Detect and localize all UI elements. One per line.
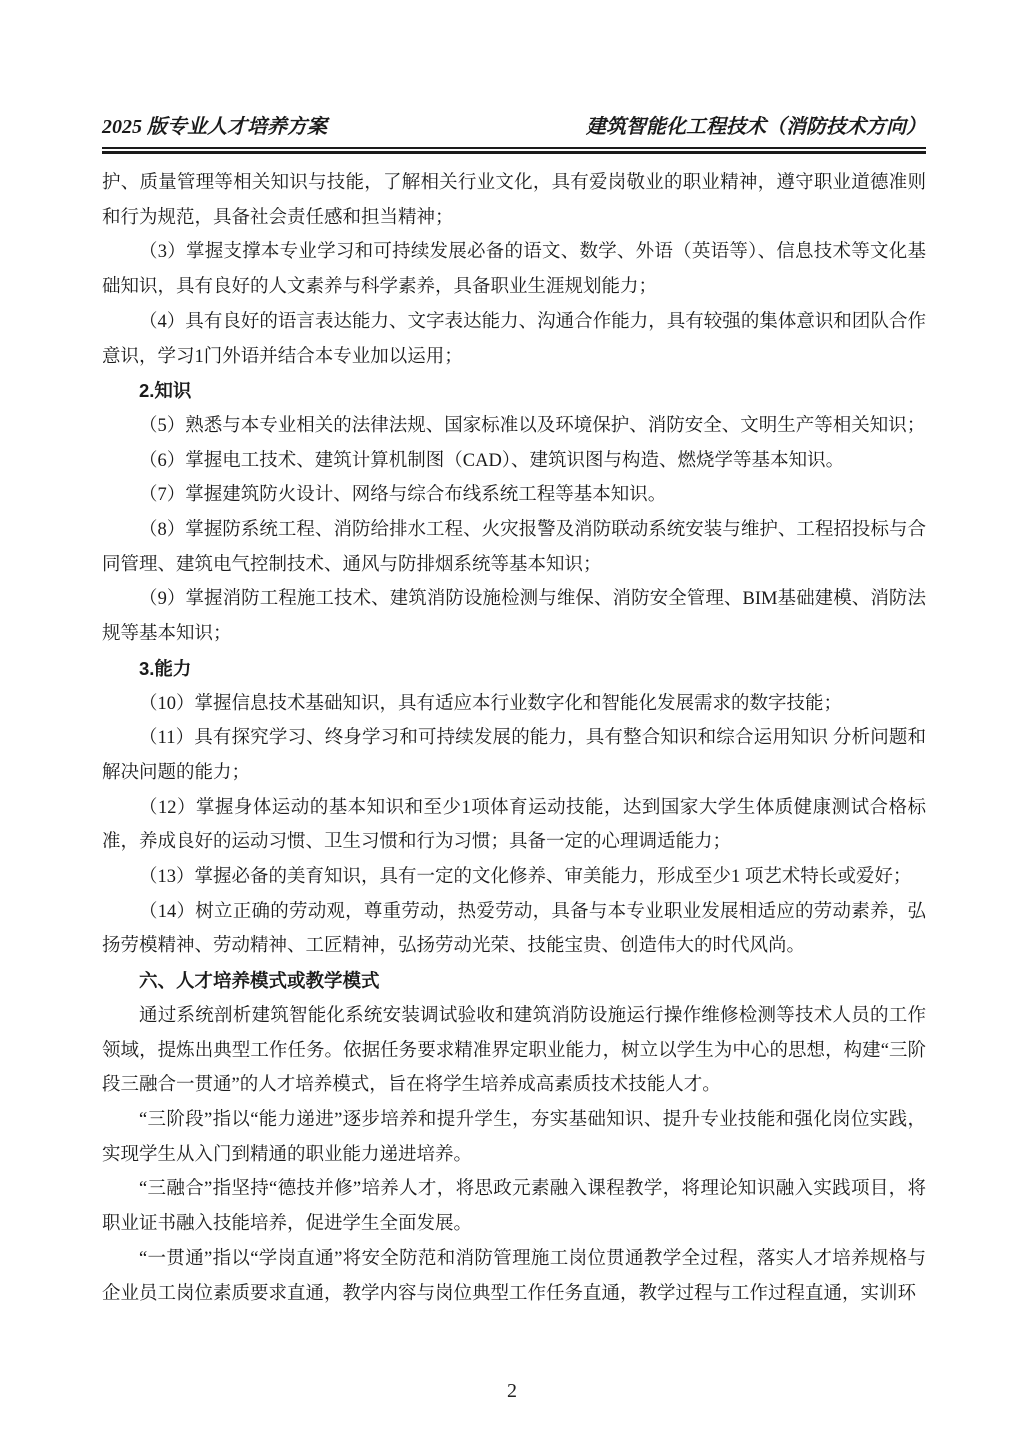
paragraph: （5）熟悉与本专业相关的法律法规、国家标准以及环境保护、消防安全、文明生产等相关知识； — [139, 415, 926, 436]
header-double-rule — [102, 147, 926, 154]
paragraph: 护、质量管理等相关知识与技能，了解相关行业文化，具有爱岗敬业的职业精神，遵守职业道德准则和行为规范，具备社会责任感和担当精神； — [102, 173, 926, 228]
paragraph: “三融合”指坚持“德技并修”培养人才，将思政元素融入课程教学，将理论知识融入实践项目，将职业证书融入技能培养，促进学生全面发展。 — [102, 1179, 926, 1235]
paragraph: （13）掌握必备的美育知识，具有一定的文化修养、审美能力，形成至少1 项艺术特长或爱好； — [139, 867, 912, 888]
paragraph: （3）掌握支撑本专业学习和可持续发展必备的语文、数学、外语（英语等）、信息技术等文化基础知识，具有良好的人文素养与科学素养，具备职业生涯规划能力； — [102, 242, 926, 298]
paragraph: “三阶段”指以“能力递进”逐步培养和提升学生，夯实基础知识、提升专业技能和强化岗位实践，实现学生从入门到精通的职业能力递进培养。 — [102, 1109, 926, 1165]
paragraph: （10）掌握信息技术基础知识，具有适应本行业数字化和智能化发展需求的数字技能； — [139, 693, 843, 714]
paragraph: “一贯通”指以“学岗直通”将安全防范和消防管理施工岗位贯通教学全过程，落实人才培养规格与企业员工岗位素质要求直通，教学内容与岗位典型工作任务直通，教学过程与工作过程直通，实训环 — [102, 1248, 926, 1304]
paragraph: （11）具有探究学习、终身学习和可持续发展的能力，具有整合知识和综合运用知识 分析问题和解决问题的能力； — [102, 728, 926, 783]
document-body — [102, 166, 926, 1311]
paragraph: （14）树立正确的劳动观，尊重劳动，热爱劳动，具备与本专业职业发展相适应的劳动素养，弘扬劳模精神、劳动精神、工匠精神，弘扬劳动光荣、技能宝贵、创造伟大的时代风尚。 — [102, 901, 926, 957]
header-right-title: 建筑智能化工程技术（消防技术方向） — [586, 116, 926, 138]
header-left-title: 2025 版专业人才培养方案 — [102, 116, 327, 138]
paragraph: （12）掌握身体运动的基本知识和至少1项体育运动技能，达到国家大学生体质健康测试合格标准，养成良好的运动习惯、卫生习惯和行为习惯；具备一定的心理调适能力； — [102, 797, 926, 853]
page-number: 2 — [507, 1380, 517, 1402]
paragraph: （6）掌握电工技术、建筑计算机制图（CAD）、建筑识图与构造、燃烧学等基本知识。 — [139, 450, 845, 471]
page-footer — [0, 1378, 1024, 1404]
paragraph: （7）掌握建筑防火设计、网络与综合布线系统工程等基本知识。 — [139, 485, 667, 506]
section-heading: 六、人才培养模式或教学模式 — [139, 970, 380, 992]
section-heading: 3.能力 — [139, 657, 192, 679]
page-header — [102, 114, 926, 140]
paragraph: （9）掌握消防工程施工技术、建筑消防设施检测与维保、消防安全管理、BIM基础建模、消防法规等基本知识； — [102, 589, 926, 645]
section-heading: 2.知识 — [139, 380, 192, 402]
paragraph: 通过系统剖析建筑智能化系统安装调试验收和建筑消防设施运行操作维修检测等技术人员的工作领域，提炼出典型工作任务。依据任务要求精准界定职业能力，树立以学生为中心的思想，构建“三阶段三融合一贯通”的人才培养模式，旨在将学生培养成高素质技术技能人才。 — [102, 1005, 926, 1096]
paragraph: （8）掌握防系统工程、消防给排水工程、火灾报警及消防联动系统安装与维护、工程招投标与合同管理、建筑电气控制技术、通风与防排烟系统等基本知识； — [102, 520, 926, 575]
paragraph: （4）具有良好的语言表达能力、文字表达能力、沟通合作能力，具有较强的集体意识和团队合作意识，学习1门外语并结合本专业加以运用； — [102, 311, 926, 367]
